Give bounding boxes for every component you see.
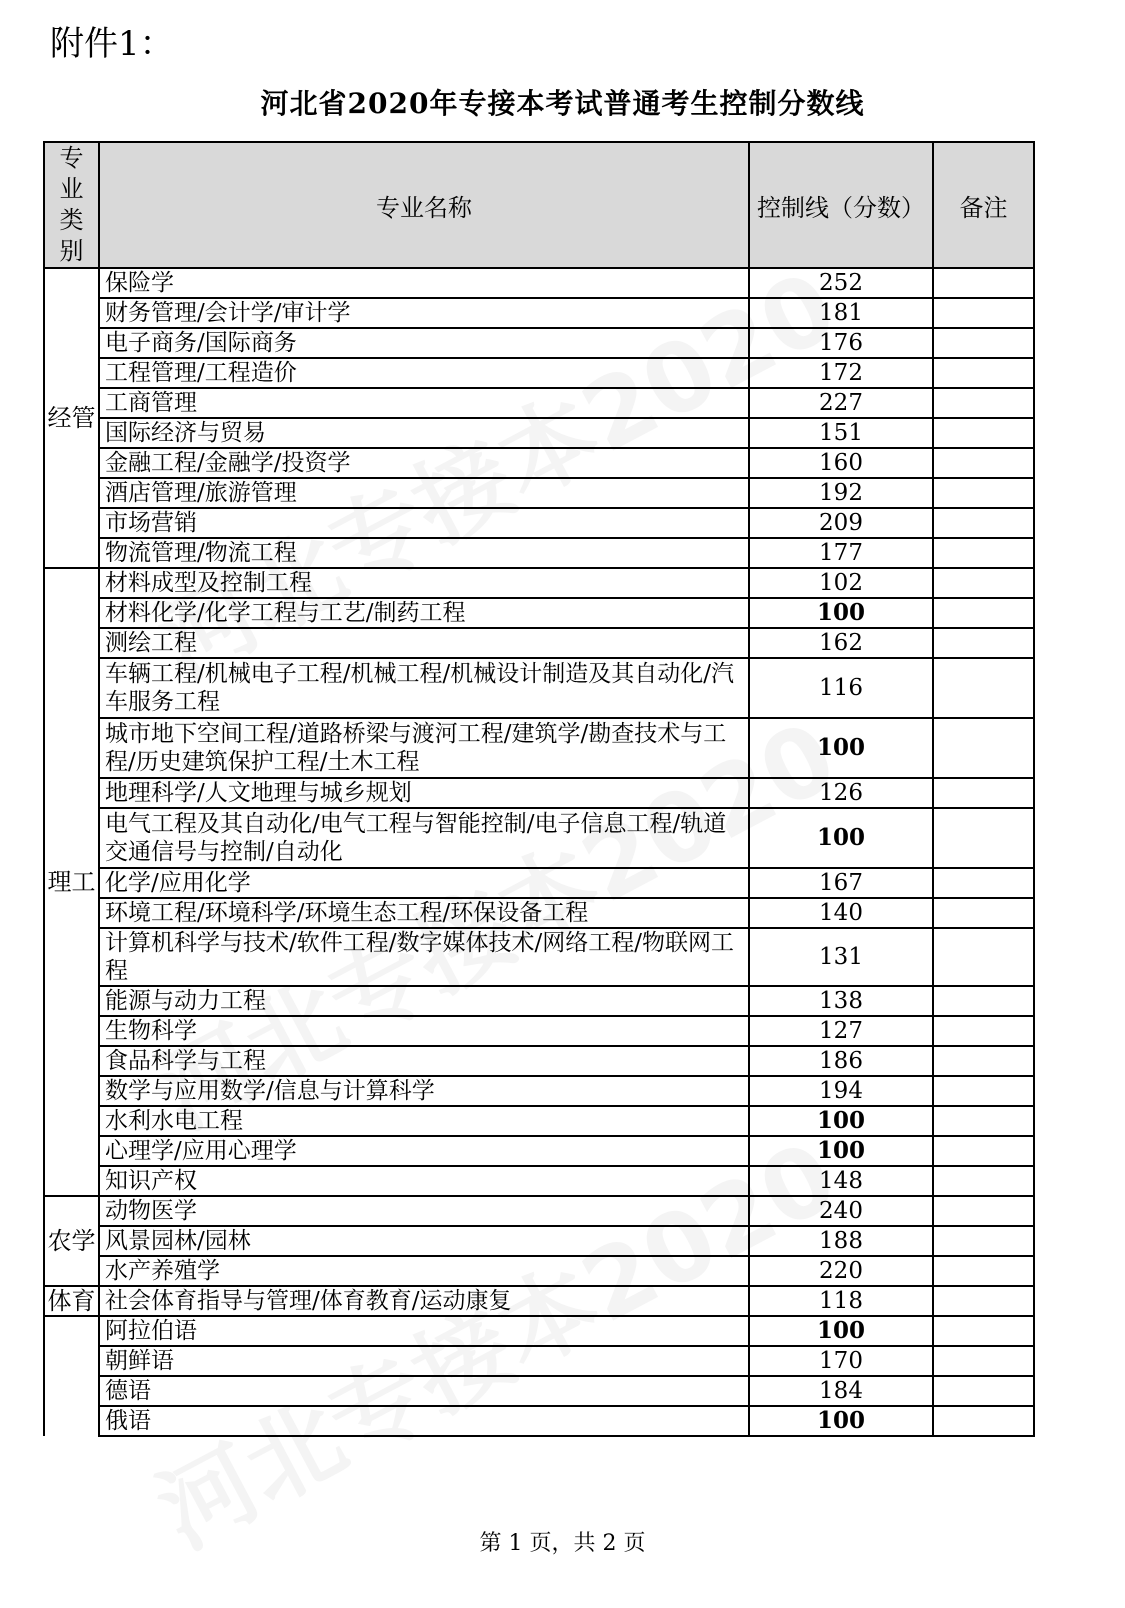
note-cell <box>933 508 1034 538</box>
major-name-cell: 水利水电工程 <box>99 1106 749 1136</box>
major-name-cell: 风景园林/园林 <box>99 1226 749 1256</box>
major-name-cell: 环境工程/环境科学/环境生态工程/环保设备工程 <box>99 898 749 928</box>
note-cell <box>933 1256 1034 1286</box>
major-name-cell: 动物医学 <box>99 1196 749 1226</box>
major-name-cell: 俄语 <box>99 1406 749 1436</box>
table-row <box>44 1376 1034 1406</box>
note-cell <box>933 1106 1034 1136</box>
note-cell <box>933 1196 1034 1226</box>
note-cell <box>933 898 1034 928</box>
score-cell: 184 <box>749 1376 933 1406</box>
table-row <box>44 718 1034 778</box>
note-cell <box>933 778 1034 808</box>
note-cell <box>933 388 1034 418</box>
table-row <box>44 1046 1034 1076</box>
major-name-cell: 车辆工程/机械电子工程/机械工程/机械设计制造及其自动化/汽车服务工程 <box>99 658 749 718</box>
table-row <box>44 388 1034 418</box>
table-row <box>44 1196 1034 1226</box>
major-name-cell: 材料化学/化学工程与工艺/制药工程 <box>99 598 749 628</box>
score-cell: 252 <box>749 268 933 298</box>
category-cell: 理工 <box>44 568 99 1196</box>
table-row <box>44 808 1034 868</box>
score-cell: 160 <box>749 448 933 478</box>
table-row <box>44 1406 1034 1436</box>
note-cell <box>933 928 1034 986</box>
note-cell <box>933 1286 1034 1316</box>
score-cell: 100 <box>749 1406 933 1436</box>
major-name-cell: 水产养殖学 <box>99 1256 749 1286</box>
score-cell: 100 <box>749 718 933 778</box>
table-row <box>44 538 1034 568</box>
score-cell: 192 <box>749 478 933 508</box>
note-cell <box>933 808 1034 868</box>
major-name-cell: 电气工程及其自动化/电气工程与智能控制/电子信息工程/轨道交通信号与控制/自动化 <box>99 808 749 868</box>
major-name-cell: 化学/应用化学 <box>99 868 749 898</box>
score-cell: 140 <box>749 898 933 928</box>
score-cell: 172 <box>749 358 933 388</box>
note-cell <box>933 868 1034 898</box>
table-row <box>44 928 1034 986</box>
major-name-cell: 能源与动力工程 <box>99 986 749 1016</box>
table-row <box>44 418 1034 448</box>
note-cell <box>933 1376 1034 1406</box>
note-cell <box>933 328 1034 358</box>
score-cell: 176 <box>749 328 933 358</box>
table-row <box>44 598 1034 628</box>
note-cell <box>933 1016 1034 1046</box>
score-cell: 170 <box>749 1346 933 1376</box>
score-cell: 131 <box>749 928 933 986</box>
table-row <box>44 1076 1034 1106</box>
major-name-cell: 工程管理/工程造价 <box>99 358 749 388</box>
score-cell: 148 <box>749 1166 933 1196</box>
major-name-cell: 酒店管理/旅游管理 <box>99 478 749 508</box>
score-cell: 209 <box>749 508 933 538</box>
table-row <box>44 358 1034 388</box>
note-cell <box>933 1346 1034 1376</box>
table-row <box>44 1346 1034 1376</box>
table-row <box>44 448 1034 478</box>
table-row <box>44 328 1034 358</box>
table-row <box>44 1286 1034 1316</box>
header-score: 控制线（分数） <box>749 142 933 268</box>
table-row <box>44 478 1034 508</box>
table-row <box>44 1226 1034 1256</box>
note-cell <box>933 268 1034 298</box>
note-cell <box>933 298 1034 328</box>
score-cell: 194 <box>749 1076 933 1106</box>
note-cell <box>933 1226 1034 1256</box>
score-cell: 100 <box>749 1316 933 1346</box>
header-category-text: 专 业 类 别 <box>59 144 84 265</box>
document-title: 河北省2020年专接本考试普通考生控制分数线 <box>260 87 865 120</box>
major-name-cell: 食品科学与工程 <box>99 1046 749 1076</box>
category-cell: 经管 <box>44 268 99 568</box>
note-cell <box>933 598 1034 628</box>
major-name-cell: 财务管理/会计学/审计学 <box>99 298 749 328</box>
major-name-cell: 计算机科学与技术/软件工程/数字媒体技术/网络工程/物联网工程 <box>99 928 749 986</box>
score-cell: 116 <box>749 658 933 718</box>
table-row <box>44 658 1034 718</box>
major-name-cell: 材料成型及控制工程 <box>99 568 749 598</box>
note-cell <box>933 1316 1034 1346</box>
table-row <box>44 628 1034 658</box>
major-name-cell: 社会体育指导与管理/体育教育/运动康复 <box>99 1286 749 1316</box>
major-name-cell: 金融工程/金融学/投资学 <box>99 448 749 478</box>
major-name-cell: 电子商务/国际商务 <box>99 328 749 358</box>
table-row <box>44 868 1034 898</box>
table-row <box>44 268 1034 298</box>
major-name-cell: 测绘工程 <box>99 628 749 658</box>
note-cell <box>933 478 1034 508</box>
major-name-cell: 保险学 <box>99 268 749 298</box>
table-row <box>44 1166 1034 1196</box>
major-name-cell: 心理学/应用心理学 <box>99 1136 749 1166</box>
category-cell: 体育 <box>44 1286 99 1316</box>
header-note: 备注 <box>933 142 1034 268</box>
score-cell: 138 <box>749 986 933 1016</box>
table-row <box>44 1106 1034 1136</box>
score-cell: 100 <box>749 1106 933 1136</box>
header-category <box>44 142 99 268</box>
table-row <box>44 1136 1034 1166</box>
score-cell: 220 <box>749 1256 933 1286</box>
major-name-cell: 物流管理/物流工程 <box>99 538 749 568</box>
major-name-cell: 数学与应用数学/信息与计算科学 <box>99 1076 749 1106</box>
score-cell: 151 <box>749 418 933 448</box>
score-cell: 167 <box>749 868 933 898</box>
table-row <box>44 568 1034 598</box>
score-cell: 100 <box>749 598 933 628</box>
note-cell <box>933 986 1034 1016</box>
major-name-cell: 工商管理 <box>99 388 749 418</box>
category-cell: 农学 <box>44 1196 99 1286</box>
major-name-cell: 国际经济与贸易 <box>99 418 749 448</box>
score-cell: 126 <box>749 778 933 808</box>
major-name-cell: 阿拉伯语 <box>99 1316 749 1346</box>
score-cell: 100 <box>749 808 933 868</box>
table-row <box>44 298 1034 328</box>
major-name-cell: 地理科学/人文地理与城乡规划 <box>99 778 749 808</box>
table-row <box>44 778 1034 808</box>
note-cell <box>933 568 1034 598</box>
note-cell <box>933 1136 1034 1166</box>
note-cell <box>933 658 1034 718</box>
table-row <box>44 898 1034 928</box>
note-cell <box>933 358 1034 388</box>
score-cell: 102 <box>749 568 933 598</box>
note-cell <box>933 628 1034 658</box>
major-name-cell: 朝鲜语 <box>99 1346 749 1376</box>
score-cell: 118 <box>749 1286 933 1316</box>
note-cell <box>933 1406 1034 1436</box>
attachment-label: 附件1： <box>50 24 174 64</box>
score-cell: 240 <box>749 1196 933 1226</box>
note-cell <box>933 1076 1034 1106</box>
note-cell <box>933 1166 1034 1196</box>
table-row <box>44 1016 1034 1046</box>
table-row <box>44 1256 1034 1286</box>
table-header-row <box>44 142 1034 268</box>
table-row <box>44 508 1034 538</box>
score-cell: 162 <box>749 628 933 658</box>
note-cell <box>933 538 1034 568</box>
major-name-cell: 市场营销 <box>99 508 749 538</box>
category-cell <box>44 1316 99 1436</box>
header-name: 专业名称 <box>99 142 749 268</box>
table-row <box>44 986 1034 1016</box>
score-cell: 188 <box>749 1226 933 1256</box>
note-cell <box>933 1046 1034 1076</box>
score-cell: 127 <box>749 1016 933 1046</box>
major-name-cell: 生物科学 <box>99 1016 749 1046</box>
table-row <box>44 1316 1034 1346</box>
table-body <box>44 268 1034 1436</box>
note-cell <box>933 418 1034 448</box>
score-cell: 100 <box>749 1136 933 1166</box>
score-cell: 181 <box>749 298 933 328</box>
score-cell: 227 <box>749 388 933 418</box>
note-cell <box>933 718 1034 778</box>
note-cell <box>933 448 1034 478</box>
major-name-cell: 德语 <box>99 1376 749 1406</box>
page-footer: 第 1 页，共 2 页 <box>479 1531 646 1556</box>
major-name-cell: 知识产权 <box>99 1166 749 1196</box>
score-cell: 177 <box>749 538 933 568</box>
score-cell: 186 <box>749 1046 933 1076</box>
major-name-cell: 城市地下空间工程/道路桥梁与渡河工程/建筑学/勘查技术与工程/历史建筑保护工程/土木工程 <box>99 718 749 778</box>
score-table <box>43 141 1035 1437</box>
